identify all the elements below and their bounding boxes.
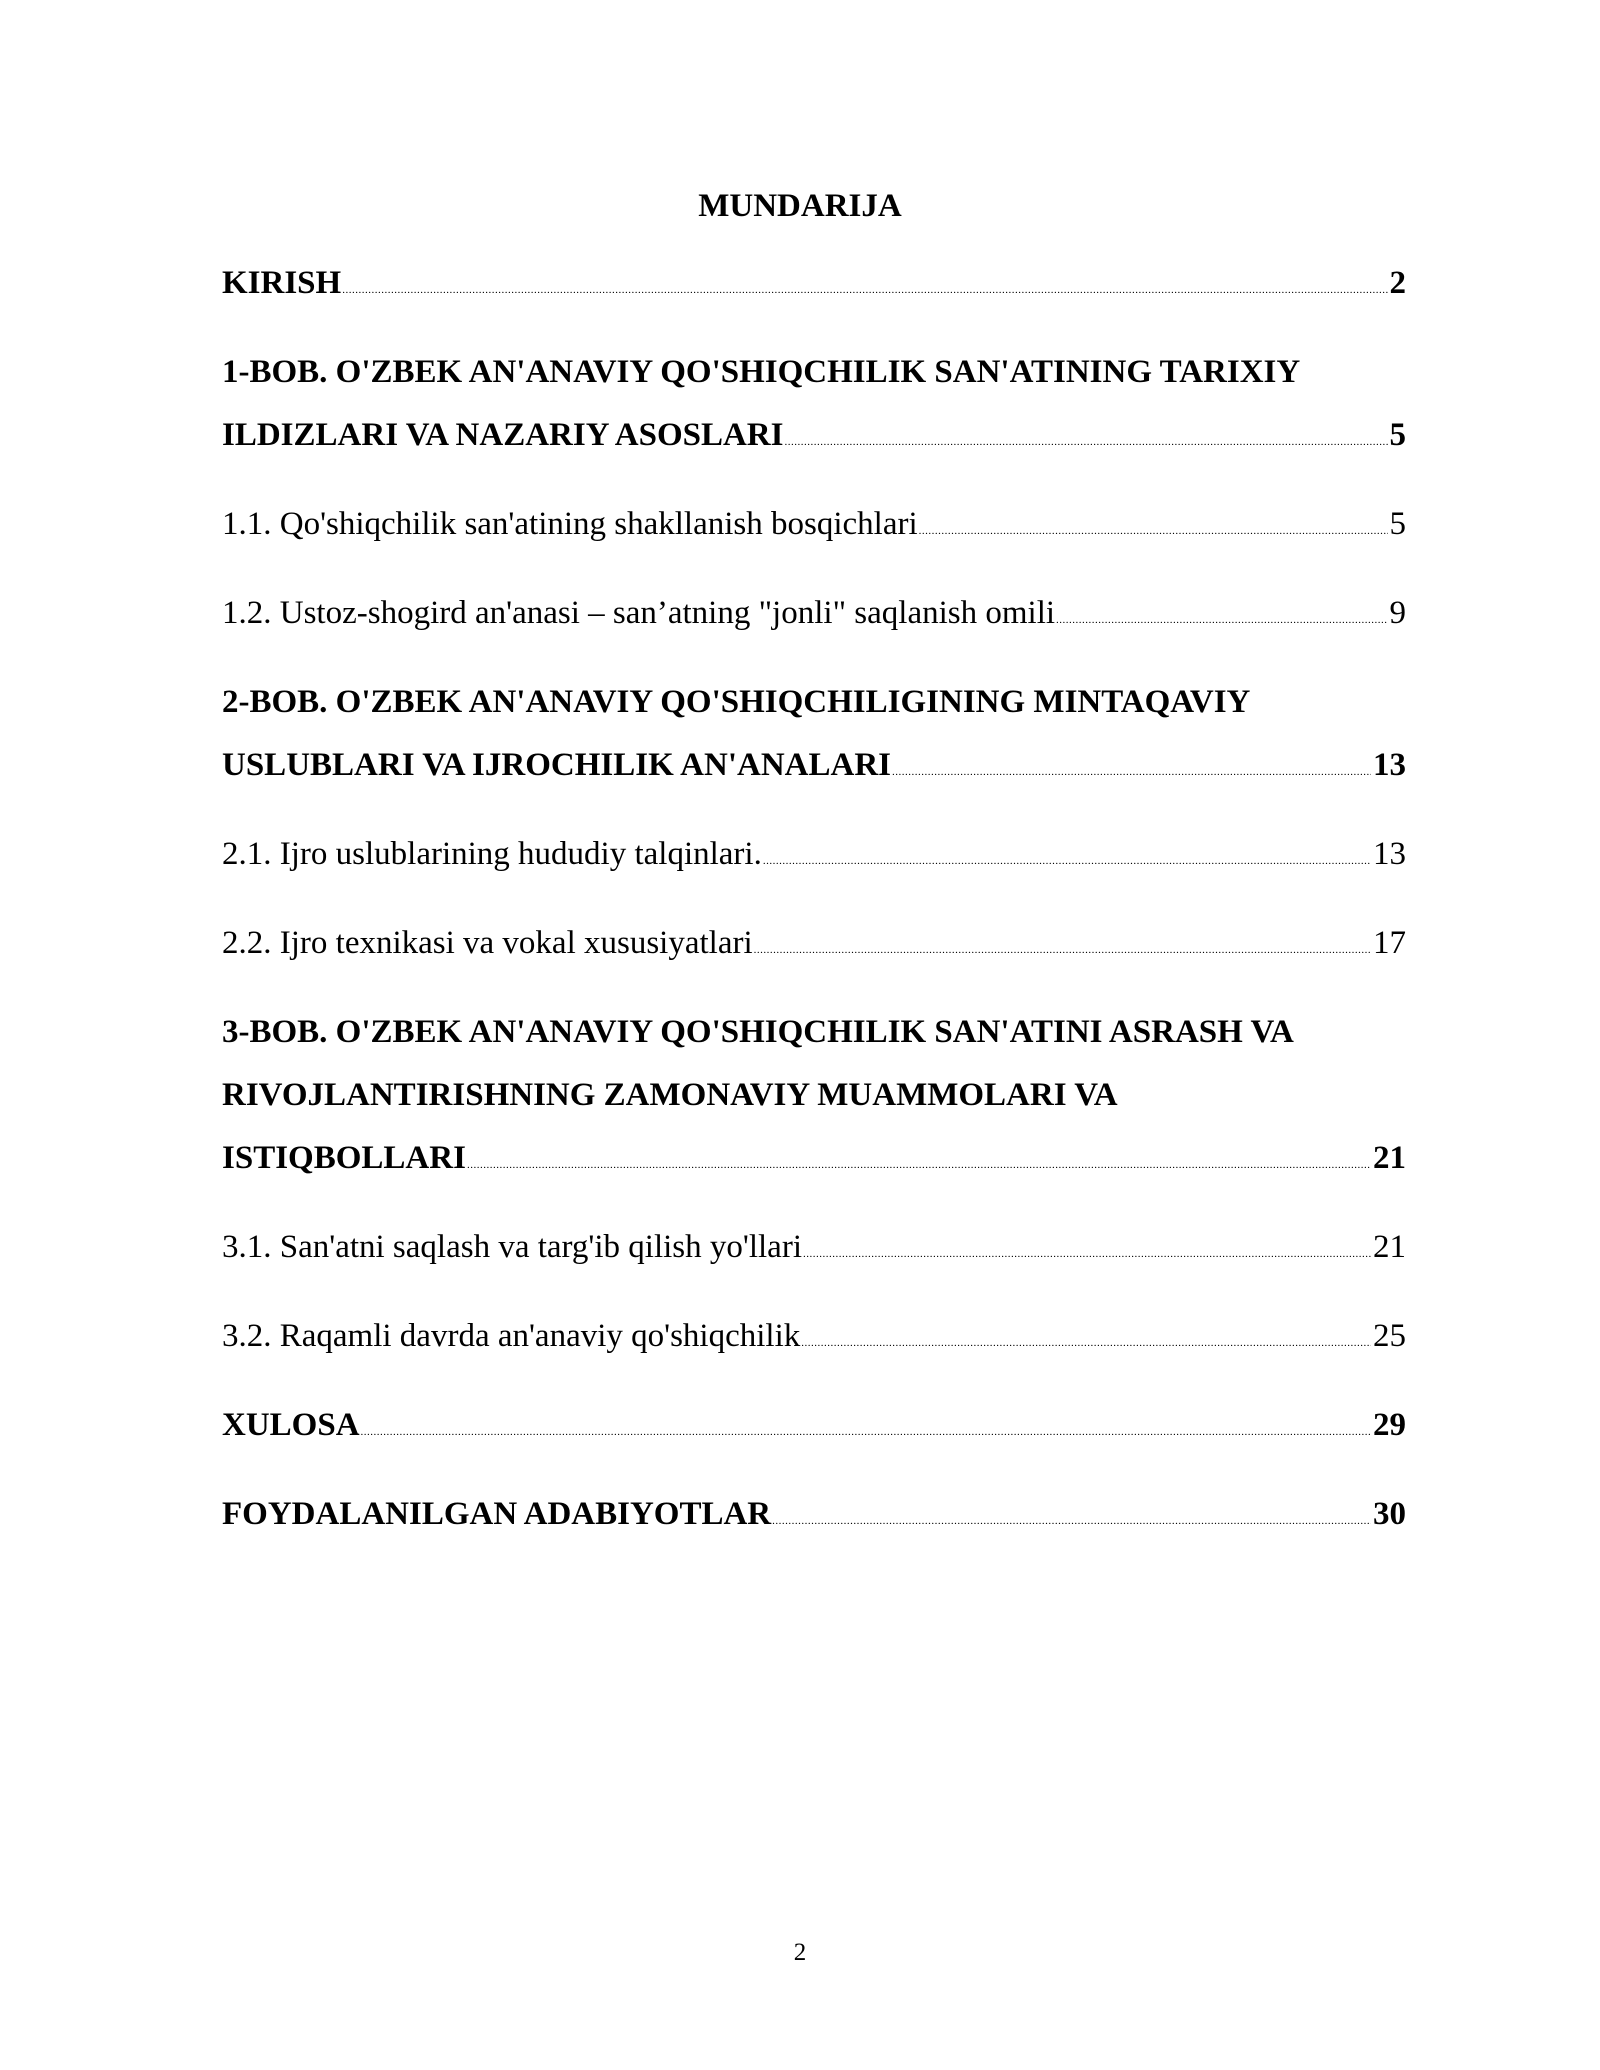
dot-leader [892, 767, 1371, 778]
toc-entry-page: 5 [1389, 506, 1406, 542]
toc-entry-section-2-2 [222, 912, 1408, 975]
toc-entry-title: ISTIQBOLLARI [222, 1140, 466, 1176]
toc-entry-page: 25 [1373, 1318, 1406, 1354]
dot-leader [919, 526, 1388, 537]
dot-leader [342, 285, 1387, 296]
toc-entry-page: 21 [1373, 1229, 1406, 1265]
toc-entry-page: 21 [1373, 1140, 1406, 1176]
dot-leader [784, 437, 1387, 448]
toc-entry-title: XULOSA [222, 1407, 360, 1443]
toc-entry-page: 13 [1373, 836, 1406, 872]
toc-entry-chapter-1 [222, 341, 1408, 467]
dot-leader [754, 945, 1371, 956]
toc-entry-section-1-1 [222, 493, 1408, 556]
toc-entry-title-line: 1-BOB. O'ZBEK AN'ANAVIY QO'SHIQCHILIK SAN'ATINING TARIXIY [222, 354, 1301, 390]
dot-leader [763, 856, 1371, 867]
toc-entry-page: 13 [1373, 747, 1406, 783]
dot-leader [801, 1338, 1371, 1349]
dot-leader [467, 1160, 1371, 1171]
toc-entry-page: 29 [1373, 1407, 1406, 1443]
toc-heading: MUNDARIJA [698, 188, 902, 224]
toc-entry-title: 1.2. Ustoz-shogird an'anasi – san’atning "jonli" saqlanish omili [222, 595, 1056, 631]
toc-entry-title: 3.2. Raqamli davrda an'anaviy qo'shiqchilik [222, 1318, 801, 1354]
toc-entry-kirish [222, 252, 1408, 315]
toc-entry-page: 2 [1389, 265, 1406, 301]
toc-entry-adabiyotlar [222, 1483, 1408, 1546]
toc-entry-title: 3.1. San'atni saqlash va targ'ib qilish yo'llari [222, 1229, 802, 1265]
dot-leader [361, 1427, 1371, 1438]
dot-leader [772, 1516, 1371, 1527]
toc-entry-title: 2.1. Ijro uslublarining hududiy talqinlari. [222, 836, 762, 872]
dot-leader [803, 1249, 1371, 1260]
toc-entry-page: 17 [1373, 925, 1406, 961]
toc-entry-xulosa [222, 1394, 1408, 1457]
toc-entry-title-line: 3-BOB. O'ZBEK AN'ANAVIY QO'SHIQCHILIK SAN'ATINI ASRASH VA [222, 1014, 1294, 1050]
toc-entry-page: 30 [1373, 1496, 1406, 1532]
toc-entry-title: 1.1. Qo'shiqchilik san'atining shakllanish bosqichlari [222, 506, 918, 542]
toc-entry-title-line: 2-BOB. O'ZBEK AN'ANAVIY QO'SHIQCHILIGINING MINTAQAVIY [222, 684, 1251, 720]
toc-entry-chapter-2 [222, 671, 1408, 797]
toc-entry-section-3-1 [222, 1216, 1408, 1279]
toc-entry-section-1-2 [222, 582, 1408, 645]
toc-entry-section-2-1 [222, 823, 1408, 886]
toc-entry-title: USLUBLARI VA IJROCHILIK AN'ANALARI [222, 747, 892, 783]
toc-entry-title: KIRISH [222, 265, 342, 301]
toc-entry-title: 2.2. Ijro texnikasi va vokal xususiyatlari [222, 925, 753, 961]
toc-entry-page: 9 [1389, 595, 1406, 631]
dot-leader [1056, 615, 1387, 626]
toc-entry-title: FOYDALANILGAN ADABIYOTLAR [222, 1496, 772, 1532]
toc-entry-title-line: RIVOJLANTIRISHNING ZAMONAVIY MUAMMOLARI VA [222, 1077, 1118, 1113]
page-number: 2 [793, 1939, 807, 1966]
toc-entry-title: ILDIZLARI VA NAZARIY ASOSLARI [222, 417, 784, 453]
toc-entry-chapter-3 [222, 1001, 1408, 1190]
toc-entry-section-3-2 [222, 1305, 1408, 1368]
toc-entry-page: 5 [1389, 417, 1406, 453]
